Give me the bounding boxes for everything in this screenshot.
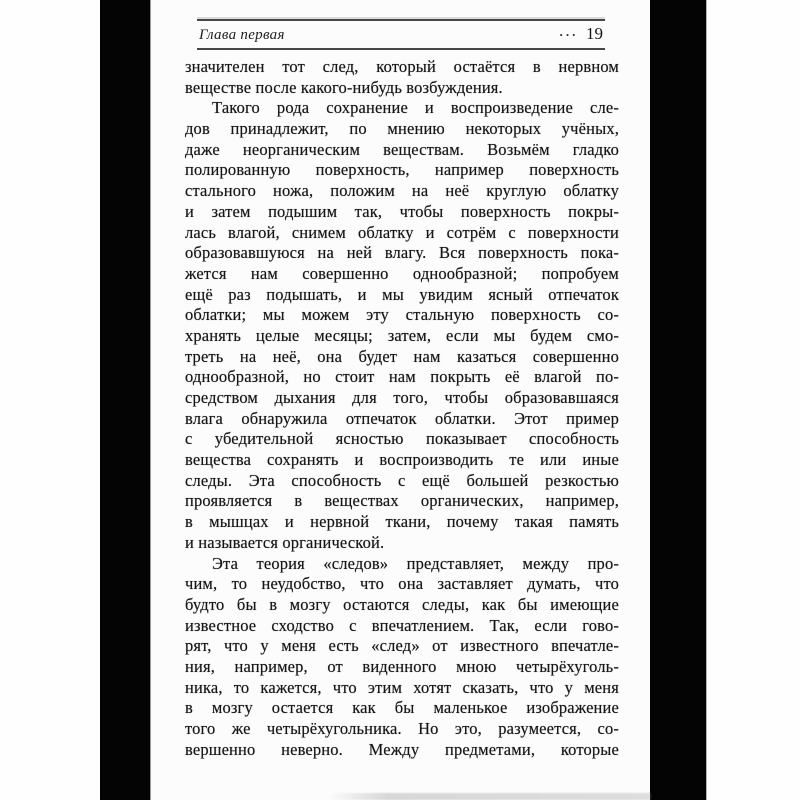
text-line: стального ножа, положим на неё круглую облатку <box>185 181 619 201</box>
ellipsis-dots: ··· <box>558 27 578 42</box>
text-line: треть на неё, она будет нам казаться совершенно <box>185 346 619 366</box>
text-line: лась влагой, снимем облатку и сотрём с поверхности <box>185 222 619 242</box>
text-line: образовавшуюся на ней влагу. Вся поверхность пока- <box>185 243 619 263</box>
text-line: будто бы в мозгу остаются следы, как бы имеющие <box>185 594 619 614</box>
text-line: полированную поверхность, например поверхность <box>185 160 619 180</box>
text-line: ника, то кажется, что этим хотят сказать, что у меня <box>185 677 619 697</box>
right-black-border <box>650 0 707 800</box>
text-line: Такого рода сохранение и воспроизведение сле- <box>212 98 619 118</box>
page-header <box>197 19 605 50</box>
text-line: средством дыхания для того, чтобы образовавшаяся <box>185 388 619 407</box>
text-line: с убедительной ясностью показывает способность <box>185 429 619 449</box>
header-rule-box <box>197 21 605 50</box>
text-line: дов принадлежит, по мнению некоторых учёных, <box>185 119 619 139</box>
text-line: проявляется в веществах органических, например, <box>185 491 619 511</box>
page-bottom-shadow <box>329 793 651 800</box>
text-line: влага обнаружила отпечаток облатки. Этот пример <box>185 408 619 428</box>
text-line: следы. Эта способность с ещё большей резкостью <box>185 470 619 490</box>
text-line: в мышцах и нервной ткани, почему такая память <box>185 512 619 532</box>
page-number: 19 <box>586 24 603 43</box>
text-line: Эта теория «следов» представляет, между про- <box>212 553 619 573</box>
text-line: даже неорганическим веществам. Возьмём гладко <box>185 139 619 159</box>
text-line: веществе после какого-нибудь возбуждения. <box>185 77 503 97</box>
text-line: жется нам совершенно однообразной; попробуем <box>185 263 619 283</box>
text-line: рят, что у меня есть «след» от известного впечатле- <box>185 636 619 656</box>
text-line: однообразной, но стоит нам покрыть её влагой по- <box>185 367 619 387</box>
chapter-title: Глава первая <box>199 27 285 43</box>
text-line: известное сходство с впечатлением. Так, если гово- <box>185 615 619 635</box>
text-line: ещё раз подышать, и мы увидим ясный отпечаток <box>185 284 619 304</box>
text-line: и называется органической. <box>185 532 385 552</box>
left-black-border <box>100 0 151 800</box>
text-line: того же четырёхугольника. Но это, разумеется, со- <box>185 719 619 738</box>
page-text <box>185 57 619 760</box>
text-line: чим, то неудобство, что она заставляет думать, что <box>185 574 619 594</box>
text-line: облатки; мы можем эту стальную поверхность со- <box>185 305 619 325</box>
text-line: ния, например, от виденного мною четырёхуголь- <box>185 656 619 676</box>
text-line: значителен тот след, который остаётся в нервном <box>185 57 619 76</box>
text-line: и затем подышим так, чтобы поверхность покры- <box>185 201 619 221</box>
text-line: в мозгу остается как бы маленькое изображение <box>185 698 619 718</box>
text-line: вещества сохранять и воспроизводить те или иные <box>185 450 619 470</box>
text-line: вершенно неверно. Между предметами, которые <box>185 739 619 759</box>
book-page <box>151 0 650 800</box>
text-line: хранять целые месяцы; затем, если мы будем смо- <box>185 325 619 345</box>
page-number-group <box>559 24 603 44</box>
